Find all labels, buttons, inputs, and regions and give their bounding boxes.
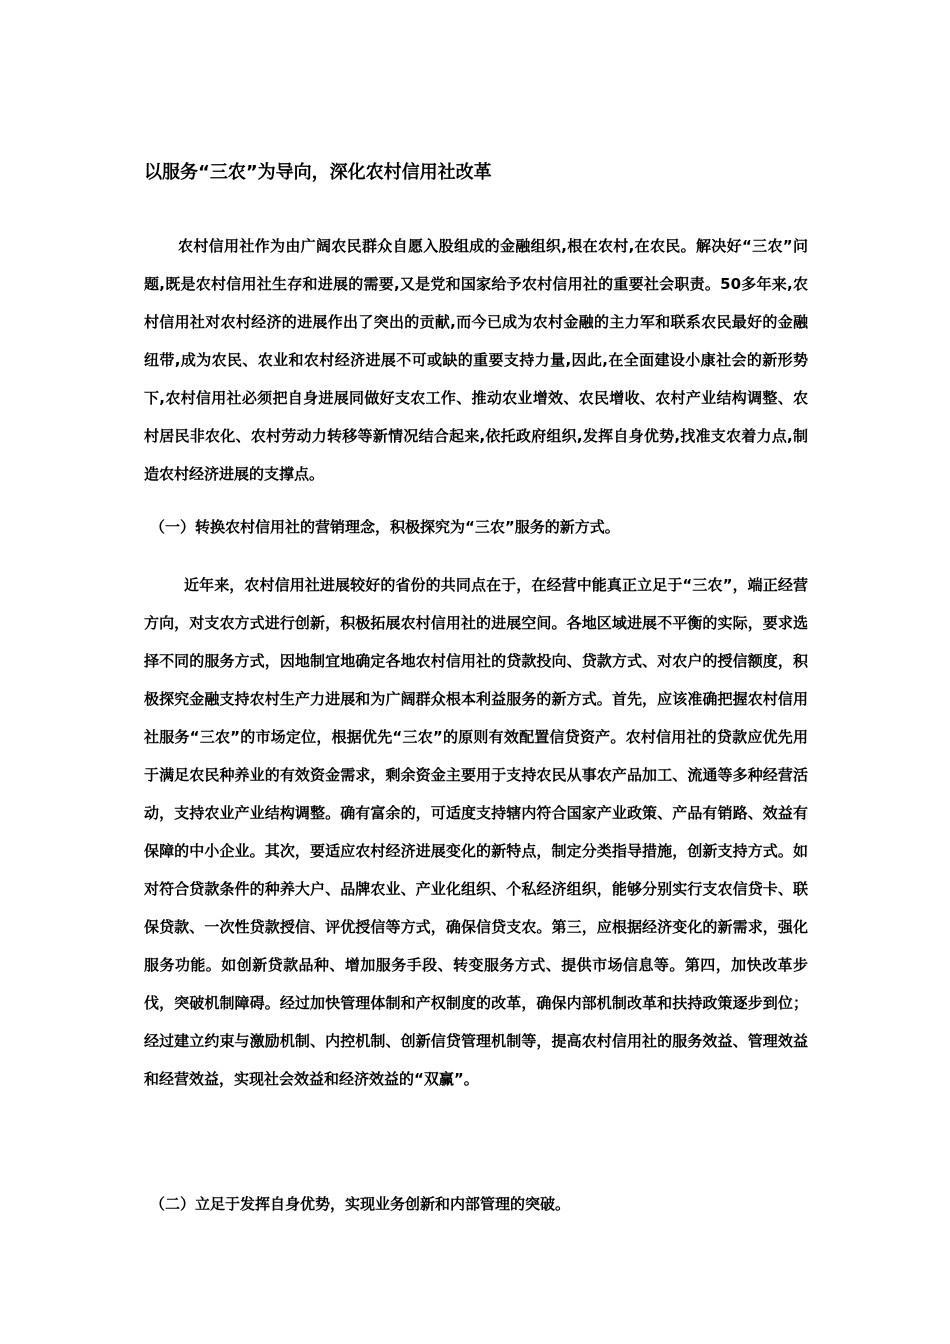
document-title: 以服务“三农”为导向，深化农村信用社改革: [144, 162, 492, 183]
section-2-heading: （二）立足于发挥自身优势，实现业务创新和内部管理的突破。: [150, 1195, 571, 1213]
section-1-heading: （一）转换农村信用社的营销理念，积极探究为“三农”服务的新方式。: [150, 518, 620, 536]
section-1-paragraph: 近年来，农村信用社进展较好的省份的共同点在于，在经营中能真正立足于“三农”，端正经营方向，对支农方式进行创新，积极拓展农村信用社的进展空间。各地区域进展不平衡的实际，要求选择不同的服务方式，因地制宜地确定各地农村信用社的贷款投向、贷款方式、对农户的授信额度，积极探究金融支持农村生产力进展和为广阔群众根本利益服务的新方式。首先，应该准确把握农村信用社服务“三农”的市场定位，根据优先“三农”的原则有效配置信贷资产。农村信用社的贷款应优先用于满足农民种养业的有效资金需求，剩余资金主要用于支持农民从事农产品加工、流通等多种经营活动，支持农业产业结构调整。确有富余的，可适度支持辖内符合国家产业政策、产品有销路、效益有保障的中小企业。其次，要适应农村经济进展变化的新特点，制定分类指导措施，创新支持方式。如对符合贷款条件的种养大户、品牌农业、产业化组织、个私经济组织，能够分别实行支农信贷卡、联保贷款、一次性贷款授信、评优授信等方式，确保信贷支农。第三，应根据经济变化的新需求，强化服务功能。如创新贷款品种、增加服务手段、转变服务方式、提供市场信息等。第四，加快改革步伐，突破机制障碍。经过加快管理体制和产权制度的改革，确保内部机制改革和扶持政策逐步到位；经过建立约束与激励机制、内控机制、创新信贷管理机制等，提高农村信用社的服务效益、管理效益和经营效益，实现社会效益和经济效益的“双赢”。: [144, 576, 808, 1088]
intro-paragraph: 农村信用社作为由广阔农民群众自愿入股组成的金融组织,根在农村,在农民。解决好“三农”问题,既是农村信用社生存和进展的需要,又是党和国家给予农村信用社的重要社会职责。50多年来,农村信用社对农村经济的进展作出了突出的贡献,而今已成为农村金融的主力军和联系农民最好的金融纽带,成为农民、农业和农村经济进展不可或缺的重要支持力量,因此,在全面建设小康社会的新形势下,农村信用社必须把自身进展同做好支农工作、推动农业增效、农民增收、农村产业结构调整、农村居民非农化、农村劳动力转移等新情况结合起来,依托政府组织,发挥自身优势,找准支农着力点,制造农村经济进展的支撑点。: [144, 237, 808, 483]
